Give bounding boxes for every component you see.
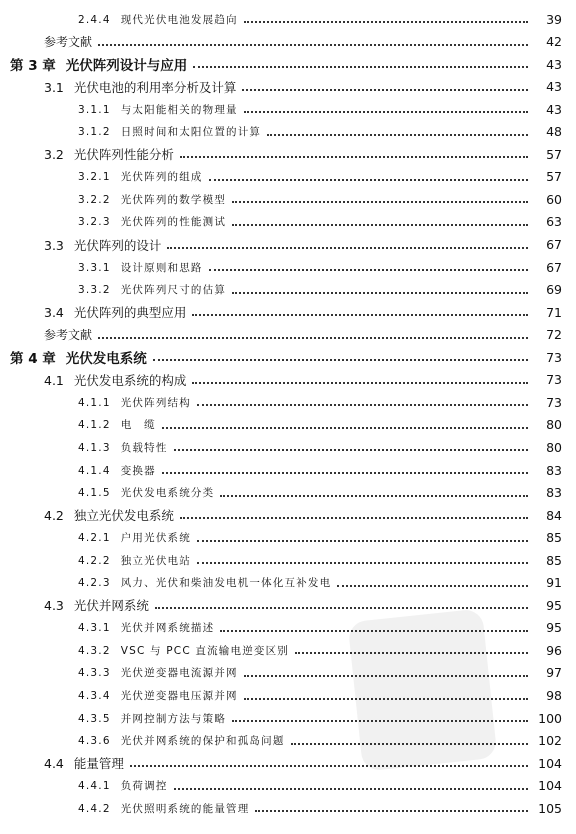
toc-leader-dots [162, 472, 528, 474]
toc-entry-title: 光伏阵列的组成 [120, 171, 203, 184]
toc-section-entry [78, 730, 576, 752]
toc-section-entry [78, 707, 576, 729]
toc-section-entry [44, 143, 576, 165]
toc-page-number: 83 [546, 462, 562, 478]
toc-section-entry [78, 459, 576, 481]
toc-entry-number: 4.1.4 [78, 464, 111, 477]
toc-entry-number: 4.4.2 [78, 802, 111, 815]
toc-entry-label [78, 485, 218, 500]
toc-entry-number: 4.3.4 [78, 690, 111, 702]
toc-entry-number: 4.3.2 [78, 644, 111, 657]
toc-leader-dots [193, 66, 528, 68]
toc-entry-number: 4.3.5 [78, 712, 111, 725]
toc-entry-title: 并网控制方法与策略 [120, 712, 227, 725]
toc-entry-title: 独立光伏发电系统 [73, 508, 174, 524]
toc-entry-title: 光伏发电系统的构成 [73, 372, 187, 388]
toc-section-entry [78, 797, 576, 819]
toc-leader-dots [197, 540, 528, 542]
toc-entry-label [78, 530, 195, 545]
toc-page-number: 73 [546, 372, 562, 388]
toc-entry-label [78, 643, 293, 658]
toc-entry-title: 电 缆 [120, 419, 156, 432]
toc-leader-dots [162, 427, 528, 429]
toc-section-entry [78, 166, 576, 188]
toc-leader-dots [220, 495, 528, 497]
toc-entry-label [44, 326, 96, 343]
toc-page-number: 85 [546, 552, 562, 568]
toc-entry-label [78, 620, 218, 635]
toc-entry-number: 4.3.6 [78, 735, 111, 748]
toc-entry-label [44, 754, 128, 772]
toc-entry-title: 光伏电池的利用率分析及计算 [73, 79, 237, 95]
toc-entry-title: 能量管理 [73, 756, 124, 772]
toc-section-entry [78, 121, 576, 143]
toc-entry-label [78, 553, 195, 568]
toc-entry-number: 4.3.3 [78, 667, 111, 680]
toc-page-number: 91 [546, 575, 562, 591]
toc-section-entry [78, 685, 576, 707]
toc-page-number: 57 [546, 146, 562, 162]
toc-entry-number: 4.2.1 [78, 532, 111, 545]
toc-entry-title: 光伏阵列结构 [120, 396, 191, 409]
toc-section-entry [78, 662, 576, 684]
toc-page-number: 69 [546, 282, 562, 298]
toc-section-entry [78, 8, 576, 30]
toc-entry-title: 光伏照明系统的能量管理 [120, 802, 250, 815]
toc-entry-label [78, 260, 207, 275]
toc-page-number: 43 [546, 101, 562, 117]
toc-entry-number: 4.1.1 [78, 396, 111, 409]
toc-entry-label [78, 463, 160, 478]
toc-entry-label [78, 102, 242, 117]
toc-entry-number: 4.1 [44, 372, 64, 388]
toc-section-entry [78, 775, 576, 797]
toc-section-entry [78, 279, 576, 301]
toc-entry-number: 4.3.1 [78, 622, 111, 635]
toc-leader-dots [180, 517, 528, 519]
toc-page-number: 72 [546, 327, 562, 343]
toc-leader-dots [244, 111, 528, 113]
toc-entry-label [44, 33, 96, 50]
toc-leader-dots [242, 89, 528, 91]
toc-section-entry [78, 482, 576, 504]
toc-section-entry [78, 572, 576, 594]
toc-page-number: 73 [546, 394, 562, 410]
toc-page-number: 100 [538, 710, 562, 726]
toc-entry-number: 4.4 [44, 756, 64, 772]
toc-page-number: 60 [546, 191, 562, 207]
toc-entry-label [78, 282, 230, 297]
toc-entry-number: 4.2 [44, 508, 64, 524]
toc-entry-title: 光伏阵列设计与应用 [65, 58, 188, 75]
toc-entry-label [78, 192, 230, 207]
toc-entry-label [10, 347, 151, 367]
toc-entry-number: 4.3 [44, 598, 64, 614]
toc-leader-dots [220, 630, 528, 632]
toc-page-number: 95 [546, 620, 562, 636]
toc-page-number: 48 [546, 124, 562, 140]
toc-page-number: 80 [546, 439, 562, 455]
toc-page-number: 39 [546, 11, 562, 27]
toc-entry-title: 负载特性 [120, 441, 168, 454]
toc-entry-number: 4.2.3 [78, 577, 111, 590]
toc-page-number: 97 [546, 665, 562, 681]
toc-section-entry [78, 436, 576, 458]
toc-page-number: 73 [546, 349, 562, 365]
toc-entry-title: 光伏阵列性能分析 [73, 147, 174, 163]
toc-entry-title: 光伏发电系统分类 [120, 487, 215, 500]
toc-entry-label [78, 440, 172, 455]
toc-leader-dots [98, 337, 528, 339]
toc-page-number: 104 [538, 778, 562, 794]
toc-entry-number: 3.1 [44, 79, 64, 95]
toc-entry-number: 3.2.1 [78, 171, 111, 184]
toc-references-entry [44, 324, 576, 346]
toc-entry-number: 3.2.2 [78, 193, 111, 206]
toc-entry-title: 风力、光伏和柴油发电机一体化互补发电 [120, 577, 332, 590]
toc-entry-title: 参考文献 [44, 328, 93, 343]
toc-entry-title: 光伏阵列的设计 [73, 237, 162, 253]
toc-section-entry [44, 594, 576, 616]
toc-page-number: 80 [546, 417, 562, 433]
toc-entry-number: 4.2.2 [78, 554, 111, 567]
toc-entry-title: 光伏并网系统 [73, 598, 149, 614]
toc-entry-number: 3.3.2 [78, 284, 111, 297]
toc-leader-dots [174, 788, 528, 790]
toc-entry-number: 4.1.3 [78, 441, 111, 454]
toc-entry-label [78, 711, 230, 726]
toc-page-number: 63 [546, 214, 562, 230]
toc-entry-number: 3.2 [44, 147, 64, 163]
toc-leader-dots [255, 810, 528, 812]
toc-entry-title: 光伏发电系统 [65, 351, 147, 368]
toc-entry-title: 光伏逆变器电流源并网 [120, 667, 238, 680]
toc-entry-number: 第 4 章 [10, 351, 56, 368]
toc-page-number: 57 [546, 169, 562, 185]
toc-entry-title: 与太阳能相关的物理量 [120, 103, 238, 116]
toc-entry-title: 变换器 [120, 464, 156, 477]
toc-page-number: 71 [546, 304, 562, 320]
toc-section-entry [78, 639, 576, 661]
toc-section-entry [78, 617, 576, 639]
toc-entry-title: 光伏并网系统描述 [120, 622, 215, 635]
toc-section-entry [78, 527, 576, 549]
toc-entry-title: VSC 与 PCC 直流输电逆变区别 [120, 644, 290, 657]
toc-entry-number: 4.1.2 [78, 419, 111, 432]
toc-leader-dots [295, 652, 528, 654]
toc-page-number: 43 [546, 56, 562, 72]
toc-leader-dots [130, 765, 528, 767]
toc-leader-dots [174, 449, 528, 451]
toc-entry-label [44, 506, 178, 524]
toc-leader-dots [197, 562, 528, 564]
toc-section-entry [78, 391, 576, 413]
toc-page-number: 85 [546, 530, 562, 546]
toc-section-entry [44, 76, 576, 98]
toc-leader-dots [153, 359, 528, 361]
toc-page-number: 105 [538, 800, 562, 816]
toc-entry-label [78, 124, 265, 139]
toc-entry-label [78, 395, 195, 410]
toc-leader-dots [244, 698, 528, 700]
toc-section-entry [78, 98, 576, 120]
toc-page-number: 84 [546, 507, 562, 523]
toc-page-number: 67 [546, 237, 562, 252]
toc-entry-title: 光伏阵列的数学模型 [120, 193, 227, 206]
toc-entry-number: 第 3 章 [10, 58, 56, 75]
toc-chapter-entry [10, 53, 576, 75]
toc-page-number: 98 [546, 688, 562, 703]
toc-section-entry [78, 256, 576, 278]
toc-section-entry [44, 301, 576, 323]
toc-entry-label [78, 688, 242, 703]
toc-entry-label [78, 169, 207, 184]
toc-leader-dots [232, 292, 528, 294]
toc-entry-label [78, 575, 335, 590]
toc-entry-label [44, 78, 240, 96]
toc-entry-title: 光伏阵列的典型应用 [73, 305, 187, 321]
toc-entry-title: 光伏阵列的性能测试 [120, 216, 227, 229]
toc-leader-dots [192, 382, 528, 384]
toc-page-number: 83 [546, 485, 562, 501]
toc-entry-title: 光伏逆变器电压源并网 [120, 690, 238, 702]
toc-entry-number: 3.2.3 [78, 216, 111, 229]
toc-page-number: 96 [546, 642, 562, 658]
toc-entry-label [78, 733, 289, 748]
toc-entry-label [44, 596, 153, 614]
toc-entry-title: 设计原则和思路 [120, 261, 203, 274]
toc-entry-label [78, 417, 160, 432]
toc-entry-title: 参考文献 [44, 35, 93, 50]
toc-section-entry [78, 549, 576, 571]
toc-leader-dots [209, 179, 528, 181]
toc-entry-label [78, 801, 253, 816]
toc-entry-label [10, 54, 191, 74]
toc-leader-dots [155, 607, 528, 609]
toc-leader-dots [197, 404, 528, 406]
toc-entry-title: 独立光伏电站 [120, 554, 191, 567]
toc-page-number: 67 [546, 259, 562, 275]
toc-entry-number: 4.4.1 [78, 780, 111, 793]
toc-entry-title: 光伏并网系统的保护和孤岛问题 [120, 735, 285, 748]
toc-leader-dots [180, 156, 528, 158]
toc-entry-number: 3.1.1 [78, 103, 111, 116]
toc-section-entry [78, 414, 576, 436]
toc-leader-dots [291, 743, 528, 745]
toc-section-entry [44, 234, 576, 256]
toc-leader-dots [192, 314, 528, 316]
toc-chapter-entry [10, 346, 576, 368]
toc-leader-dots [167, 247, 528, 249]
toc-entry-number: 3.4 [44, 305, 64, 321]
toc-entry-title: 负荷调控 [120, 780, 168, 793]
toc-section-entry [78, 211, 576, 233]
toc-entry-number: 4.1.5 [78, 487, 111, 500]
toc-leader-dots [232, 201, 528, 203]
toc-section-entry [44, 504, 576, 526]
toc-section-entry [44, 752, 576, 774]
toc-entry-title: 户用光伏系统 [120, 532, 191, 545]
toc-leader-dots [267, 134, 528, 136]
toc-entry-label [78, 12, 242, 27]
toc-references-entry [44, 31, 576, 53]
toc-page-number: 42 [546, 34, 562, 50]
toc-leader-dots [232, 224, 528, 226]
toc-entry-title: 光伏阵列尺寸的估算 [120, 284, 227, 297]
toc-leader-dots [244, 675, 528, 677]
toc-leader-dots [337, 585, 528, 587]
toc-entry-label [78, 778, 172, 793]
toc-entry-title: 现代光伏电池发展趋向 [120, 13, 238, 26]
toc-leader-dots [232, 720, 528, 722]
toc-leader-dots [98, 44, 528, 46]
toc-entry-number: 2.4.4 [78, 13, 111, 26]
toc-page-number: 43 [546, 79, 562, 95]
toc-page-number: 104 [538, 755, 562, 771]
toc-entry-label [78, 665, 242, 680]
toc-section-entry [78, 188, 576, 210]
toc-entry-number: 3.3.1 [78, 261, 111, 274]
toc-entry-number: 3.3 [44, 237, 64, 253]
toc-entry-title: 日照时间和太阳位置的计算 [120, 126, 262, 139]
toc-leader-dots [244, 21, 528, 23]
toc-section-entry [44, 369, 576, 391]
toc-entry-label [44, 236, 165, 254]
toc-leader-dots [209, 269, 528, 271]
toc-page-number: 95 [546, 597, 562, 613]
toc-entry-number: 3.1.2 [78, 126, 111, 139]
toc-entry-label [78, 214, 230, 229]
toc-entry-label [44, 371, 190, 389]
toc-page-number: 102 [538, 733, 562, 749]
toc-entry-label [44, 145, 178, 163]
toc-entry-label [44, 303, 190, 321]
